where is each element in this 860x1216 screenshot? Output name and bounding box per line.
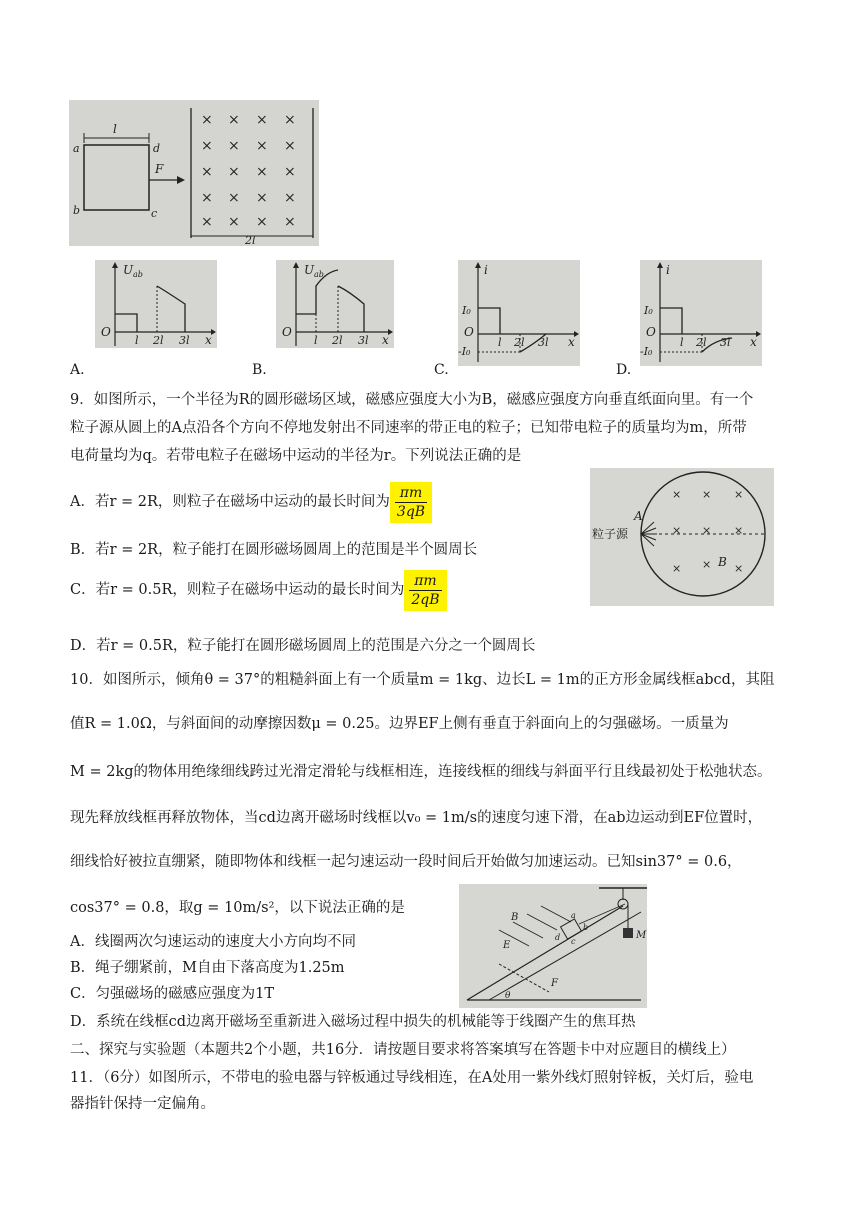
- svg-text:3l: 3l: [720, 336, 731, 349]
- svg-text:l: l: [314, 334, 318, 347]
- q9-line-2: 粒子源从圆上的A点沿各个方向不停地发射出不同速率的带正电的粒子；已知带电粒子的质量均为m，所带: [70, 420, 747, 436]
- svg-text:×: ×: [201, 214, 213, 230]
- svg-text:O: O: [646, 325, 656, 339]
- svg-text:2l: 2l: [696, 336, 707, 349]
- svg-text:×: ×: [201, 112, 213, 128]
- q9-option-d: D．若r = 0.5R，粒子能打在圆形磁场圆周上的范围是六分之一个圆周长: [70, 638, 536, 654]
- q10-line-6: cos37° = 0.8，取g = 10m/s²，以下说法正确的是: [70, 900, 405, 916]
- graph-option-d-label: D.: [616, 362, 632, 378]
- svg-text:-I₀: -I₀: [458, 345, 471, 358]
- q10-option-b: B．绳子绷紧前，M自由下落高度为1.25m: [70, 960, 345, 976]
- svg-text:i: i: [666, 263, 670, 277]
- svg-text:×: ×: [228, 190, 240, 206]
- svg-text:ab: ab: [314, 270, 324, 279]
- svg-text:O: O: [464, 325, 474, 339]
- svg-text:×: ×: [702, 524, 712, 537]
- svg-text:2l: 2l: [514, 336, 525, 349]
- svg-text:U: U: [123, 263, 134, 277]
- q9-line-3: 电荷量均为q。若带电粒子在磁场中运动的半径为r。下列说法正确的是: [70, 448, 522, 464]
- svg-text:×: ×: [284, 164, 296, 180]
- svg-text:x: x: [382, 333, 389, 347]
- svg-text:l: l: [135, 334, 139, 347]
- q9-option-a: A．若r = 2R，则粒子在磁场中运动的最长时间为 $\frac{\pi m}{3qB}$: [70, 476, 432, 528]
- svg-text:ab: ab: [133, 270, 143, 279]
- graph-option-d: [640, 260, 762, 366]
- fig-label-b: b: [73, 204, 81, 217]
- q11-line-1: 11．（6分）如图所示，不带电的验电器与锌板通过导线相连，在A处用一紫外线灯照射锌板，关灯后，验电: [70, 1070, 754, 1086]
- q10-fig-label-theta: θ: [505, 991, 511, 1001]
- q10-fig-label-b: b: [583, 923, 589, 932]
- svg-text:x: x: [568, 335, 575, 349]
- section-2-heading: 二、探究与实验题（本题共2个小题，共16分．请按题目要求将答案填写在答题卡中对应题目的横线上）: [70, 1042, 736, 1058]
- svg-text:×: ×: [228, 112, 240, 128]
- svg-text:×: ×: [228, 164, 240, 180]
- q9-fig-label-source: 粒子源: [592, 527, 629, 541]
- svg-text:3l: 3l: [538, 336, 549, 349]
- svg-text:×: ×: [256, 164, 268, 180]
- svg-text:3l: 3l: [358, 334, 369, 347]
- svg-text:2l: 2l: [153, 334, 164, 347]
- q9-option-c: C．若r = 0.5R，则粒子在磁场中运动的最长时间为 $\frac{\pi m}{2qB}$: [70, 564, 447, 616]
- svg-text:×: ×: [734, 488, 744, 501]
- svg-text:3l: 3l: [179, 334, 190, 347]
- q10-figure-incline: [459, 884, 647, 1008]
- q10-line-3: M = 2kg的物体用绝缘细线跨过光滑定滑轮与线框相连，连接线框的细线与斜面平行且线最初处于松弛状态。: [70, 764, 772, 780]
- svg-text:O: O: [282, 325, 292, 339]
- svg-text:×: ×: [672, 562, 682, 575]
- figure-loop-and-field: [69, 100, 319, 246]
- svg-text:×: ×: [201, 190, 213, 206]
- svg-text:l: l: [498, 336, 502, 349]
- q9-option-b: B．若r = 2R，粒子能打在圆形磁场圆周上的范围是半个圆周长: [70, 542, 478, 558]
- svg-text:x: x: [750, 335, 757, 349]
- svg-text:×: ×: [284, 214, 296, 230]
- svg-text:×: ×: [284, 112, 296, 128]
- fig-label-2l: 2l: [245, 234, 256, 246]
- q10-line-4: 现先释放线框再释放物体，当cd边离开磁场时线框以v₀ = 1m/s的速度匀速下滑，在ab边运动到EF位置时，: [70, 810, 763, 826]
- svg-text:×: ×: [734, 524, 744, 537]
- q10-option-a: A．线圈两次匀速运动的速度大小方向均不同: [70, 934, 356, 950]
- svg-text:×: ×: [284, 190, 296, 206]
- svg-text:×: ×: [228, 138, 240, 154]
- q10-line-1: 10．如图所示，倾角θ = 37°的粗糙斜面上有一个质量m = 1kg、边长L = 1m的正方形金属线框abcd，其阻: [70, 672, 775, 688]
- fig-label-l: l: [113, 122, 117, 136]
- q10-fig-label-M: M: [636, 930, 647, 941]
- graph-option-a: [95, 260, 217, 348]
- graph-option-c-label: C.: [434, 362, 449, 378]
- q10-fig-label-a: a: [571, 911, 576, 920]
- q10-option-d: D．系统在线框cd边离开磁场至重新进入磁场过程中损失的机械能等于线圈产生的焦耳热: [70, 1014, 636, 1030]
- svg-text:×: ×: [672, 524, 682, 537]
- svg-text:O: O: [101, 325, 111, 339]
- q9-fig-label-A: A: [634, 509, 643, 523]
- q10-fig-label-B: B: [511, 912, 519, 923]
- graph-option-b: [276, 260, 394, 348]
- q9-fig-label-B: B: [718, 555, 727, 569]
- q10-line-5: 细线恰好被拉直绷紧，随即物体和线框一起匀速运动一段时间后开始做匀加速运动。已知sin37° = 0.6，: [70, 854, 742, 870]
- svg-text:i: i: [484, 263, 488, 277]
- svg-text:×: ×: [256, 138, 268, 154]
- svg-text:I₀: I₀: [644, 304, 653, 317]
- graph-option-b-label: B.: [252, 362, 267, 378]
- svg-text:×: ×: [734, 562, 744, 575]
- svg-text:×: ×: [256, 190, 268, 206]
- svg-text:×: ×: [256, 214, 268, 230]
- svg-text:×: ×: [256, 112, 268, 128]
- svg-text:l: l: [680, 336, 684, 349]
- q10-fig-label-d: d: [555, 933, 561, 942]
- q10-fig-label-F: F: [551, 978, 558, 989]
- svg-text:×: ×: [672, 488, 682, 501]
- q9-figure-circular-field: [590, 468, 774, 606]
- fig-label-c: c: [151, 207, 158, 220]
- graph-option-a-label: A.: [70, 362, 85, 378]
- svg-text:U: U: [304, 263, 315, 277]
- svg-text:I₀: I₀: [462, 304, 471, 317]
- q9-option-c-fraction: $\frac{\pi m}{2qB}$: [404, 570, 446, 611]
- fig-label-F: F: [155, 162, 164, 176]
- svg-text:-I₀: -I₀: [640, 345, 653, 358]
- q10-option-c: C．匀强磁场的磁感应强度为1T: [70, 986, 274, 1002]
- fig-label-d: d: [153, 142, 161, 155]
- graph-option-c: [458, 260, 580, 366]
- svg-text:×: ×: [702, 558, 712, 571]
- q9-line-1: 9．如图所示，一个半径为R的圆形磁场区域，磁感应强度大小为B，磁感应强度方向垂直纸面向里。有一个: [70, 392, 754, 408]
- fig-label-a: a: [73, 142, 80, 155]
- q10-fig-label-c: c: [571, 937, 576, 946]
- svg-text:×: ×: [702, 488, 712, 501]
- svg-text:x: x: [205, 333, 212, 347]
- q10-fig-label-E: E: [503, 940, 511, 951]
- svg-text:×: ×: [201, 164, 213, 180]
- q11-line-2: 器指针保持一定偏角。: [70, 1096, 215, 1112]
- svg-text:×: ×: [228, 214, 240, 230]
- svg-text:×: ×: [201, 138, 213, 154]
- q10-line-2: 值R = 1.0Ω，与斜面间的动摩擦因数μ = 0.25。边界EF上侧有垂直于斜面向上的匀强磁场。一质量为: [70, 716, 729, 732]
- svg-text:2l: 2l: [332, 334, 343, 347]
- svg-text:×: ×: [284, 138, 296, 154]
- q9-option-a-fraction: $\frac{\pi m}{3qB}$: [390, 482, 432, 523]
